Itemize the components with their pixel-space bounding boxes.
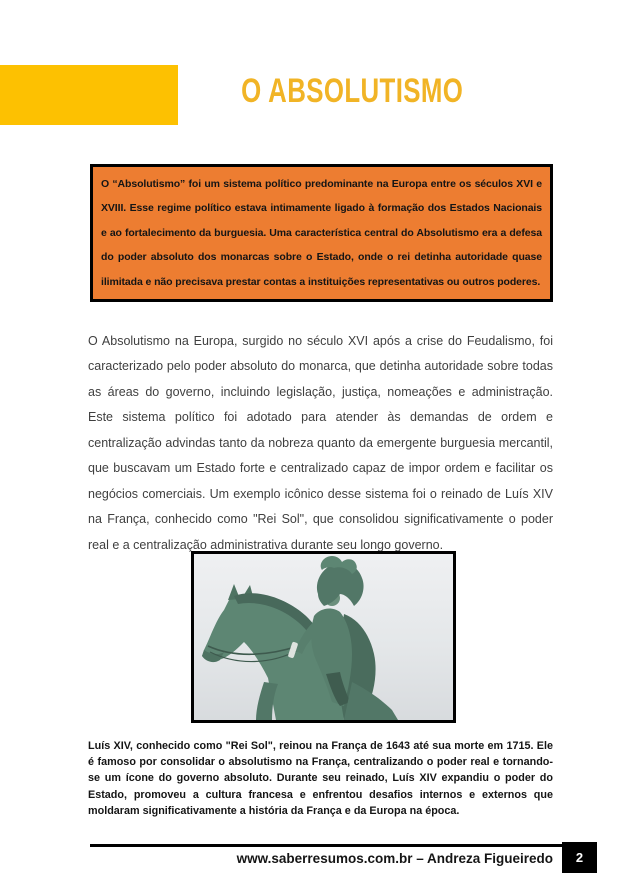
louis-xiv-statue-image	[194, 554, 453, 720]
figure-caption: Luís XIV, conhecido como "Rei Sol", reinou na França de 1643 até sua morte em 1715. Ele é famoso por consolidar o absolutismo na França, centralizando o poder real e tornando-se um ícone do governo absoluto. Durante seu reinado, Luís XIV expandiu o poder do Estado, promoveu a cultura francesa e enfrentou desafios internos e externos que moldaram significativamente a história da França e da Europa na época.	[88, 739, 553, 817]
page-title	[62, 72, 642, 111]
figure-frame	[191, 551, 456, 723]
footer-credit: www.saberresumos.com.br – Andreza Figueiredo	[236, 851, 553, 866]
page-number: 2	[575, 850, 584, 865]
highlight-text: O “Absolutismo” foi um sistema político predominante na Europa entre os séculos XVI e XVIII. Esse regime político estava intimamente ligado à formação dos Estados Nacionais e ao fortalecimento da burguesia. Uma característica central do Absolutismo era a defesa do poder absoluto dos monarcas sobre o Estado, onde o rei detinha autoridade quase ilimitada e não precisava prestar contas a instituições representativas ou outros poderes.	[101, 178, 542, 288]
page-number-badge	[562, 842, 597, 873]
page-title-text: O ABSOLUTISMO	[240, 72, 464, 110]
highlight-box	[90, 164, 553, 302]
body-paragraph: O Absolutismo na Europa, surgido no século XVI após a crise do Feudalismo, foi caracterizado pelo poder absoluto do monarca, que detinha autoridade sobre todas as áreas do governo, incluindo legislação, justiça, nomeações e administração. Este sistema político foi adotado para atender às demandas de ordem e centralização advindas tanto da nobreza quanto da emergente burguesia mercantil, que buscavam um Estado forte e centralizado capaz de impor ordem e facilitar os negócios comerciais. Um exemplo icônico desse sistema foi o reinado de Luís XIV na França, conhecido como "Rei Sol", que consolidou significativamente o poder real e a centralização administrativa durante seu longo governo.	[88, 333, 553, 552]
footer-rule	[90, 844, 562, 847]
